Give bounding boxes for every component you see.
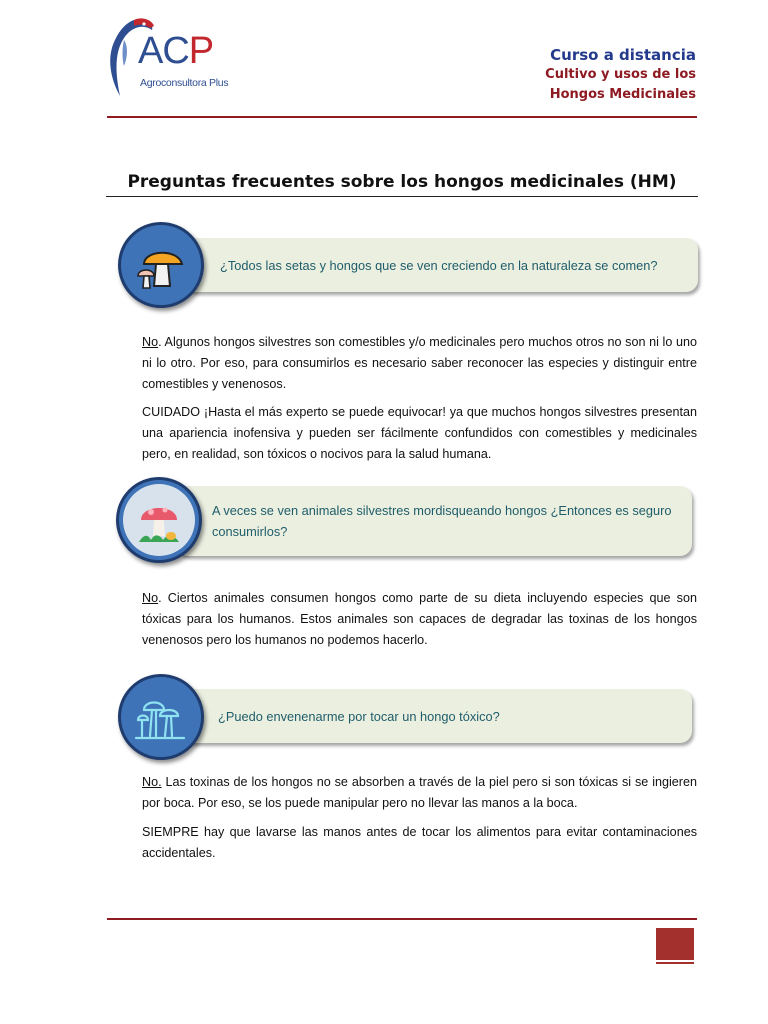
header-divider [107, 116, 697, 118]
faq-question-3-text: ¿Puedo envenenarme por tocar un hongo tóxico? [218, 708, 500, 724]
course-type: Curso a distancia [550, 46, 696, 64]
title-underline [106, 196, 698, 197]
course-title-line2: Hongos Medicinales [549, 87, 696, 102]
course-header [545, 45, 696, 105]
page-title: Preguntas frecuentes sobre los hongos medicinales (HM) [127, 172, 677, 192]
page-number-block [656, 928, 694, 960]
course-title-line1: Cultivo y usos de los [545, 67, 696, 82]
logo-wordmark: ACP [138, 30, 214, 72]
faq-question-3 [182, 689, 692, 743]
faq-question-1 [184, 238, 698, 292]
faq-answer-3-p2: SIEMPRE hay que lavarse las manos antes de tocar los alimentos para evitar contaminaciones accidentales. [142, 825, 697, 860]
faq-answer-2-p1: No. Ciertos animales consumen hongos como parte de su dieta incluyendo especies que son tóxicas para los humanos. Estos animales son capaces de degradar las toxinas de los hongos venenosos pero los humanos no podemos hacerlo. [142, 591, 697, 647]
faq-answer-3-p1: No. Las toxinas de los hongos no se absorben a través de la piel pero si son tóxicas si se ingieren por boca. Por eso, se los puede manipular pero no llevar las manos a la boca. [142, 775, 697, 810]
logo-subtitle: Agroconsultora Plus [140, 77, 229, 89]
footer-divider [107, 918, 697, 920]
wild-mushroom-icon [116, 477, 202, 563]
answer-1-no: No [142, 335, 159, 349]
page-number-underline [656, 962, 694, 964]
faq-question-2-text: A veces se ven animales silvestres mordisqueando hongos ¿Entonces es seguro consumirlos? [212, 503, 672, 539]
faq-answer-1-p2: CUIDADO ¡Hasta el más experto se puede equivocar! ya que muchos hongos silvestres presentan una apariencia inofensiva y pueden ser fácilmente confundidos con comestibles y medicinales pero, en realidad, son tóxicos o nocivos para la salud humana. [142, 405, 697, 461]
acp-logo [104, 16, 234, 100]
mushroom-icon [118, 222, 204, 308]
answer-2-no: No [142, 591, 159, 605]
faq-answer-1-p1: No. Algunos hongos silvestres son comestibles y/o medicinales pero muchos otros no son ni lo uno ni lo otro. Por eso, para consumirlos es necesario saber reconocer las especies y distinguir entre comestibles y venenosos. [142, 335, 697, 391]
answer-3-no: No. [142, 775, 162, 789]
faq-question-2 [176, 486, 692, 556]
toxic-mushrooms-icon [118, 674, 204, 760]
faq-question-1-text: ¿Todos las setas y hongos que se ven creciendo en la naturaleza se comen? [220, 257, 658, 273]
